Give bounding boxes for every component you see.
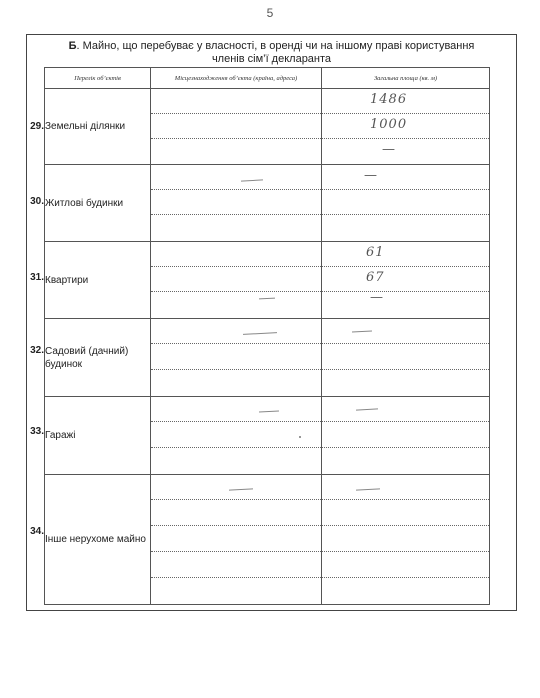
header-area: Загальна площа (кв. м) [322, 68, 490, 89]
area-cell [322, 475, 490, 605]
area-value: 67 [366, 270, 385, 285]
header-object-list: Перелік об’єктів [45, 68, 151, 89]
location-cell [151, 475, 322, 605]
row-number-30: 30. [30, 196, 44, 207]
area-cell [322, 319, 490, 397]
location-cell [151, 89, 322, 165]
table-row [45, 397, 490, 475]
row-number-32: 32. [30, 345, 44, 356]
row-label-apartments: Квартири [45, 242, 151, 319]
section-title-line-2: членів сім’ї декларанта [211, 53, 332, 65]
area-value: — [382, 142, 396, 157]
property-table [44, 67, 490, 605]
row-label-land: Земельні ділянки [45, 89, 151, 165]
area-cell [322, 242, 490, 319]
row-number-34: 34. [30, 526, 44, 537]
section-letter: Б [68, 40, 77, 52]
header-location: Місцезнаходження об’єкта (країна, адреса) [151, 68, 322, 89]
area-value: 1000 [370, 117, 408, 132]
area-value: 1486 [370, 92, 408, 107]
row-number-31: 31. [30, 272, 44, 283]
area-value: 61 [366, 245, 385, 260]
table-row [45, 242, 490, 319]
section-title [26, 40, 517, 66]
page-number: 5 [266, 6, 274, 20]
table-row [45, 165, 490, 242]
table-row [45, 89, 490, 165]
table-header-row [45, 68, 490, 89]
location-cell [151, 397, 322, 475]
row-number-29: 29. [30, 121, 44, 132]
area-cell [322, 89, 490, 165]
area-cell [322, 165, 490, 242]
row-number-33: 33. [30, 426, 44, 437]
area-cell [322, 397, 490, 475]
location-cell [151, 165, 322, 242]
table-row [45, 319, 490, 397]
location-cell [151, 242, 322, 319]
row-label-garages: Гаражі [45, 397, 151, 475]
table-row [45, 475, 490, 605]
row-label-houses: Житлові будинки [45, 165, 151, 242]
location-cell [151, 319, 322, 397]
area-value: — [370, 290, 384, 305]
section-title-line-1: . Майно, що перебуває у власності, в оренді чи на іншому праві користування [76, 40, 475, 52]
row-label-cottage: Садовий (дачний) будинок [45, 319, 151, 397]
area-value: — [364, 168, 378, 183]
row-label-other: Інше нерухоме майно [45, 475, 151, 605]
